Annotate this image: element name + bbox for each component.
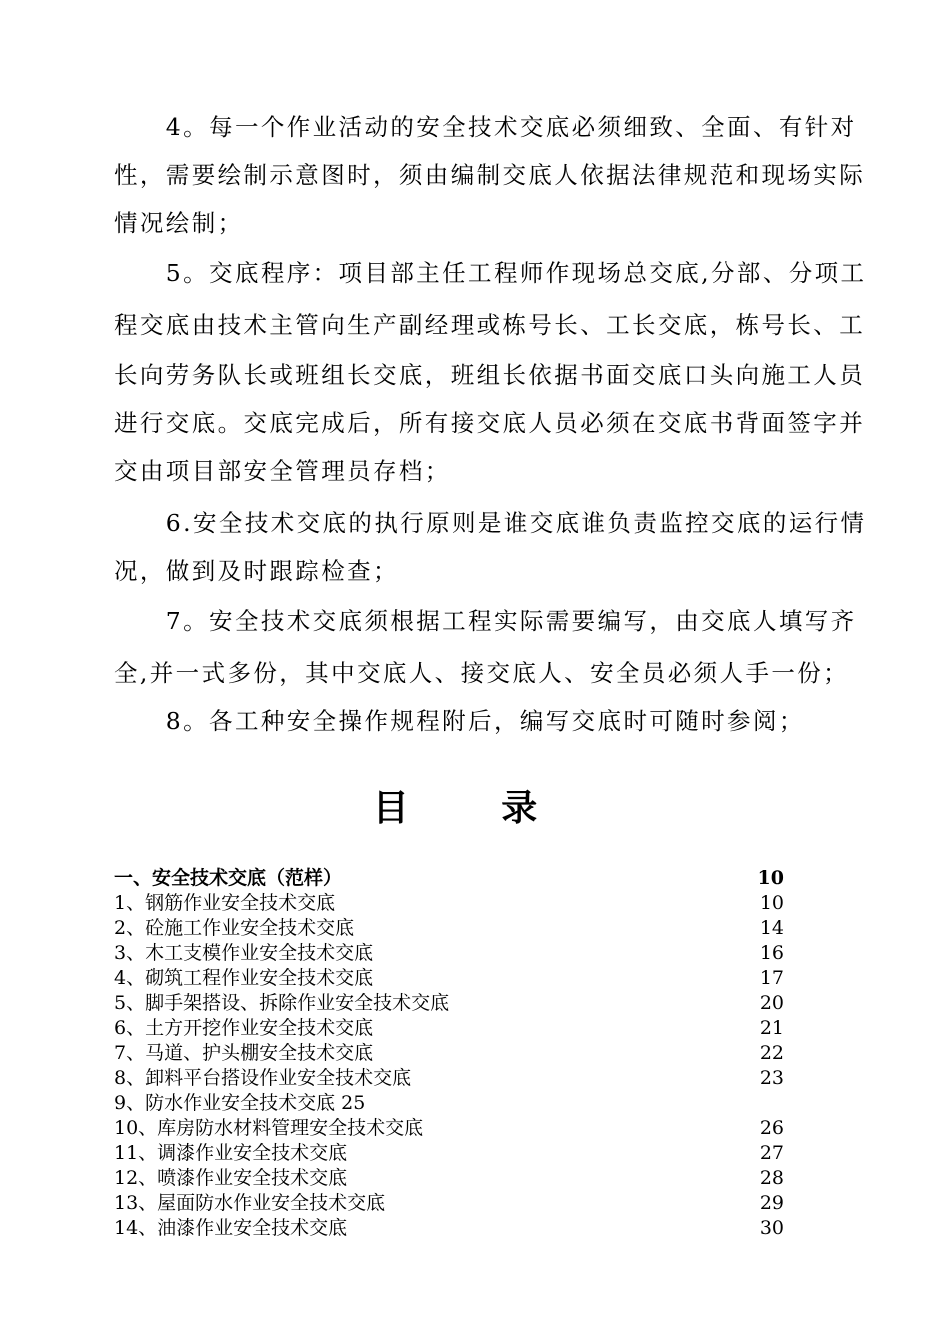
toc-entry-page: 21: [759, 1017, 784, 1039]
toc-title: 目 录: [372, 788, 578, 829]
paragraph-line: 交由项目部安全管理员存档；: [114, 457, 451, 485]
toc-entry-label: 13、屋面防水作业安全技术交底: [114, 1192, 386, 1214]
toc-entry-page: 29: [759, 1192, 784, 1214]
toc-entry-label: 3、木工支模作业安全技术交底: [114, 942, 374, 964]
paragraph-line: 5。交底程序：项目部主任工程师作现场总交底,分部、分项工: [114, 259, 867, 287]
toc-entry-label: 5、脚手架搭设、拆除作业安全技术交底: [114, 992, 450, 1014]
toc-entry[interactable]: [114, 1216, 794, 1241]
paragraph-line: 8。各工种安全操作规程附后，编写交底时可随时参阅；: [114, 707, 805, 735]
toc-entry-page: 27: [759, 1142, 784, 1164]
toc-entry-page: 30: [759, 1217, 784, 1239]
toc-entry-page: 16: [759, 942, 784, 964]
toc-entry-page: 22: [759, 1042, 784, 1064]
toc-entry[interactable]: [114, 1191, 794, 1216]
paragraph-line: 情况绘制；: [114, 209, 244, 237]
paragraph-line: 7。安全技术交底须根据工程实际需要编写，由交底人填写齐: [114, 607, 857, 635]
toc-entry[interactable]: [114, 916, 794, 941]
toc-entry[interactable]: [114, 991, 794, 1016]
toc-entry-page: 23: [759, 1067, 784, 1089]
paragraph-line: 况，做到及时跟踪检查；: [114, 557, 399, 585]
paragraph-line: 程交底由技术主管向生产副经理或栋号长、工长交底，栋号长、工: [114, 311, 866, 339]
toc-entry-page: 14: [759, 917, 784, 939]
toc-entry[interactable]: [114, 1116, 794, 1141]
toc-entry-label: 12、喷漆作业安全技术交底: [114, 1167, 348, 1189]
paragraph-line: 4。每一个作业活动的安全技术交底必须细致、全面、有针对: [114, 113, 857, 141]
toc-entry[interactable]: [114, 966, 794, 991]
toc-entry-page: 10: [759, 892, 784, 914]
toc-entry-label: 9、防水作业安全技术交底 25: [114, 1092, 366, 1114]
toc-entry[interactable]: [114, 1091, 794, 1116]
paragraph-line: 全,并一式多份，其中交底人、接交底人、安全员必须人手一份；: [114, 659, 850, 687]
toc-entry-page: 26: [759, 1117, 784, 1139]
toc-entry-label: 10、库房防水材料管理安全技术交底: [114, 1117, 424, 1139]
toc-entry[interactable]: [114, 1041, 794, 1066]
paragraph-line: 性，需要绘制示意图时，须由编制交底人依据法律规范和现场实际: [114, 161, 866, 189]
table-of-contents: [114, 866, 794, 1241]
toc-entry[interactable]: [114, 1166, 794, 1191]
toc-entry-label: 一、安全技术交底（范样）: [114, 867, 343, 889]
paragraph-line: 进行交底。交底完成后，所有接交底人员必须在交底书背面签字并: [114, 409, 866, 437]
toc-entry-page: 20: [759, 992, 784, 1014]
toc-entry-page: 28: [759, 1167, 784, 1189]
toc-entry-label: 4、砌筑工程作业安全技术交底: [114, 967, 374, 989]
paragraph-line: 6.安全技术交底的执行原则是谁交底谁负责监控交底的运行情: [114, 509, 867, 537]
toc-entry[interactable]: [114, 1141, 794, 1166]
toc-entry-page: 17: [759, 967, 784, 989]
toc-entry-label: 1、钢筋作业安全技术交底: [114, 892, 336, 914]
paragraph-line: 长向劳务队长或班组长交底，班组长依据书面交底口头向施工人员: [114, 361, 866, 389]
toc-entry[interactable]: [114, 1066, 794, 1091]
toc-entry-label: 7、马道、护头棚安全技术交底: [114, 1042, 374, 1064]
toc-entry-label: 8、卸料平台搭设作业安全技术交底: [114, 1067, 412, 1089]
toc-entry[interactable]: [114, 1016, 794, 1041]
toc-entry-page: 10: [757, 867, 784, 889]
toc-entry[interactable]: [114, 866, 794, 891]
toc-entry-label: 14、油漆作业安全技术交底: [114, 1217, 348, 1239]
toc-entry[interactable]: [114, 891, 794, 916]
toc-entry-label: 2、砼施工作业安全技术交底: [114, 917, 355, 939]
toc-entry-label: 11、调漆作业安全技术交底: [114, 1142, 348, 1164]
toc-entry[interactable]: [114, 941, 794, 966]
toc-entry-label: 6、土方开挖作业安全技术交底: [114, 1017, 374, 1039]
